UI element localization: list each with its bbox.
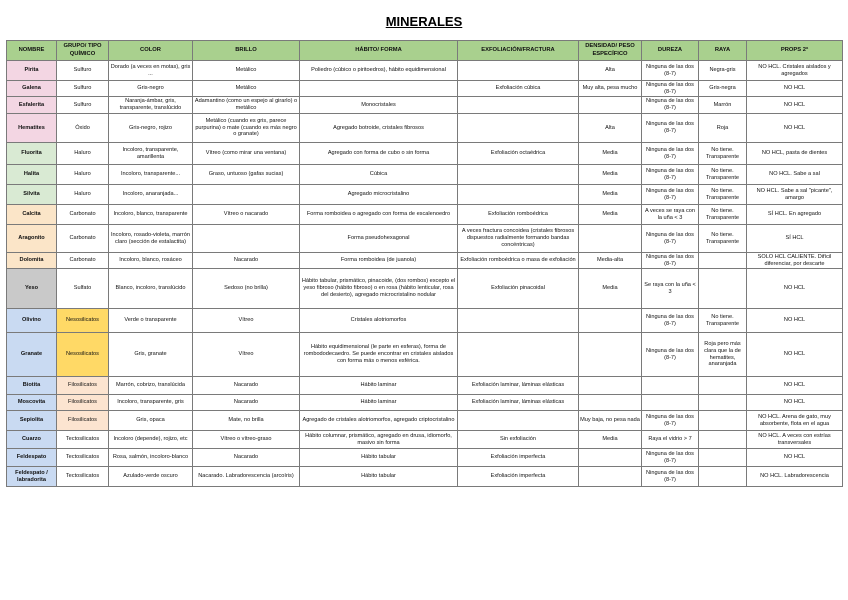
cell-habito: Cristales alotriomorfos — [300, 309, 458, 333]
cell-exfoliacion — [458, 309, 579, 333]
cell-dureza: Ninguna de las dos (8-7) — [642, 449, 699, 467]
cell-habito: Agregado botroide, cristales fibrosos — [300, 114, 458, 143]
cell-props: NO HCL. Labradorescencia — [747, 467, 843, 487]
cell-dureza — [642, 377, 699, 395]
cell-grupo: Sulfuro — [57, 61, 109, 81]
cell-densidad: Muy alta, pesa mucho — [579, 81, 642, 97]
cell-brillo: Graso, untuoso (gafas sucias) — [193, 165, 300, 185]
cell-brillo: Metálico — [193, 81, 300, 97]
cell-color: Marrón, cobrizo, translúcida — [109, 377, 193, 395]
cell-densidad: Media — [579, 165, 642, 185]
cell-grupo: Sulfuro — [57, 97, 109, 114]
table-body — [7, 61, 843, 487]
cell-props: NO HCL — [747, 269, 843, 309]
table-row — [7, 81, 843, 97]
cell-densidad — [579, 467, 642, 487]
cell-props: NO HCL — [747, 333, 843, 377]
cell-exfoliacion: Exfoliación imperfecta — [458, 449, 579, 467]
table-row — [7, 185, 843, 205]
header-raya: RAYA — [699, 41, 747, 61]
cell-dureza: Ninguna de las dos (8-7) — [642, 61, 699, 81]
cell-densidad: Alta — [579, 114, 642, 143]
cell-habito: Hábito laminar — [300, 395, 458, 411]
cell-props: NO HCL — [747, 114, 843, 143]
header-nombre: NOMBRE — [7, 41, 57, 61]
cell-raya: Roja pero más clara que la de hematites, anaranjada — [699, 333, 747, 377]
table-row — [7, 253, 843, 269]
cell-raya — [699, 449, 747, 467]
cell-nombre: Galena — [7, 81, 57, 97]
cell-habito: Forma romboidea o agregado con forma de escalenoedro — [300, 205, 458, 225]
cell-habito: Agregado microcristalino — [300, 185, 458, 205]
cell-nombre: Yeso — [7, 269, 57, 309]
cell-grupo: Tectosilicatos — [57, 449, 109, 467]
cell-habito: Monocristales — [300, 97, 458, 114]
cell-exfoliacion — [458, 185, 579, 205]
minerals-table — [6, 40, 843, 487]
cell-dureza: Ninguna de las dos (8-7) — [642, 411, 699, 431]
cell-exfoliacion: Sin exfoliación — [458, 431, 579, 449]
cell-grupo: Tectosilicatos — [57, 467, 109, 487]
table-row — [7, 114, 843, 143]
cell-exfoliacion: Exfoliación cúbica — [458, 81, 579, 97]
table-row — [7, 225, 843, 253]
cell-densidad — [579, 377, 642, 395]
cell-exfoliacion — [458, 61, 579, 81]
cell-color: Naranja-ámbar, gris, transparente, translúcido — [109, 97, 193, 114]
cell-props: NO HCL. Cristales aislados y agregados — [747, 61, 843, 81]
cell-nombre: Esfalerita — [7, 97, 57, 114]
cell-props: SÍ HCL — [747, 225, 843, 253]
cell-densidad — [579, 395, 642, 411]
cell-densidad — [579, 449, 642, 467]
cell-raya: No tiene. Transparente — [699, 165, 747, 185]
cell-raya: Negra-gris — [699, 61, 747, 81]
header-color: COLOR — [109, 41, 193, 61]
cell-habito: Forma pseudohexagonal — [300, 225, 458, 253]
cell-brillo: Nacarado. Labradorescencia (arcoíris) — [193, 467, 300, 487]
cell-grupo: Tectosilicatos — [57, 431, 109, 449]
cell-densidad: Media — [579, 269, 642, 309]
cell-dureza: Ninguna de las dos (8-7) — [642, 253, 699, 269]
cell-dureza: Ninguna de las dos (8-7) — [642, 185, 699, 205]
cell-habito: Cúbica — [300, 165, 458, 185]
cell-grupo: Carbonato — [57, 205, 109, 225]
cell-nombre: Silvita — [7, 185, 57, 205]
cell-raya: No tiene. Transparente — [699, 143, 747, 165]
cell-exfoliacion — [458, 97, 579, 114]
cell-color: Incoloro (depende), rojizo, etc — [109, 431, 193, 449]
cell-raya — [699, 377, 747, 395]
table-row — [7, 269, 843, 309]
cell-exfoliacion: Exfoliación laminar, láminas elásticas — [458, 377, 579, 395]
cell-densidad: Media — [579, 143, 642, 165]
cell-brillo: Vítreo (como mirar una ventana) — [193, 143, 300, 165]
cell-brillo: Vítreo — [193, 333, 300, 377]
cell-nombre: Olivino — [7, 309, 57, 333]
cell-dureza: Ninguna de las dos (8-7) — [642, 81, 699, 97]
cell-color: Gris, opaca — [109, 411, 193, 431]
cell-brillo: Adamantino (como un espejo al girarlo) o metálico — [193, 97, 300, 114]
cell-props: NO HCL — [747, 449, 843, 467]
cell-nombre: Calcita — [7, 205, 57, 225]
cell-habito: Hábito laminar — [300, 377, 458, 395]
cell-raya: Roja — [699, 114, 747, 143]
cell-brillo: Vítreo o nacarado — [193, 205, 300, 225]
header-habito: HÁBITO/ FORMA — [300, 41, 458, 61]
cell-props: NO HCL — [747, 97, 843, 114]
cell-raya: No tiene. Transparente — [699, 205, 747, 225]
header-brillo: BRILLO — [193, 41, 300, 61]
table-row — [7, 395, 843, 411]
cell-dureza: Ninguna de las dos (8-7) — [642, 97, 699, 114]
cell-grupo: Haluro — [57, 165, 109, 185]
cell-habito: Forma romboidea (de juanola) — [300, 253, 458, 269]
cell-brillo: Nacarado — [193, 253, 300, 269]
cell-habito: Agregado de cristales alotriomorfos, agregado criptocristalino — [300, 411, 458, 431]
cell-nombre: Hematites — [7, 114, 57, 143]
cell-color: Incoloro, blanco, rosáceo — [109, 253, 193, 269]
table-row — [7, 165, 843, 185]
cell-habito — [300, 81, 458, 97]
cell-dureza: Ninguna de las dos (8-7) — [642, 165, 699, 185]
cell-brillo — [193, 225, 300, 253]
cell-color: Incoloro, transparente, gris — [109, 395, 193, 411]
header-row — [7, 41, 843, 61]
cell-raya — [699, 269, 747, 309]
cell-grupo: Nesosilicatos — [57, 333, 109, 377]
cell-props: NO HCL. Sabe a sal — [747, 165, 843, 185]
cell-nombre: Feldespato / labradorita — [7, 467, 57, 487]
cell-raya: No tiene. Transparente — [699, 309, 747, 333]
cell-brillo: Metálico (cuando es gris, parece purpurina) o mate (cuando es más negro o granate) — [193, 114, 300, 143]
cell-brillo: Vítreo o vítreo-graso — [193, 431, 300, 449]
cell-grupo: Filosilicatos — [57, 377, 109, 395]
cell-dureza: A veces se raya con la uña < 3 — [642, 205, 699, 225]
cell-color: Incoloro, transparente... — [109, 165, 193, 185]
cell-props: NO HCL. Sabe a sal "picante", amargo — [747, 185, 843, 205]
cell-grupo: Filosilicatos — [57, 411, 109, 431]
cell-brillo — [193, 185, 300, 205]
cell-raya: Gris-negra — [699, 81, 747, 97]
cell-raya — [699, 411, 747, 431]
header-densidad: DENSIDAD/ PESO ESPECÍFICO — [579, 41, 642, 61]
cell-raya: No tiene. Transparente — [699, 185, 747, 205]
cell-dureza — [642, 395, 699, 411]
cell-densidad: Media — [579, 205, 642, 225]
cell-props: NO HCL. Arena de gato, muy absorbente, flota en el agua — [747, 411, 843, 431]
cell-exfoliacion: Exfoliación pinacoidal — [458, 269, 579, 309]
cell-densidad: Media-alta — [579, 253, 642, 269]
cell-habito: Hábito columnar, prismático, agregado en drusa, idiomorfo, masivo sin forma — [300, 431, 458, 449]
cell-color: Incoloro, transparente, amarillenta — [109, 143, 193, 165]
cell-props: NO HCL — [747, 309, 843, 333]
cell-color: Gris, granate — [109, 333, 193, 377]
cell-habito: Hábito tabular — [300, 449, 458, 467]
cell-raya: No tiene. Transparente — [699, 225, 747, 253]
cell-grupo: Nesosilicatos — [57, 309, 109, 333]
cell-exfoliacion — [458, 333, 579, 377]
header-exfoliacion: EXFOLIACIÓN/FRACTURA — [458, 41, 579, 61]
cell-props: NO HCL. A veces con estrías transversales — [747, 431, 843, 449]
cell-exfoliacion — [458, 165, 579, 185]
cell-color: Verde o transparente — [109, 309, 193, 333]
table-row — [7, 377, 843, 395]
cell-exfoliacion: Exfoliación imperfecta — [458, 467, 579, 487]
cell-grupo: Carbonato — [57, 253, 109, 269]
table-row — [7, 411, 843, 431]
cell-habito: Agregado con forma de cubo o sin forma — [300, 143, 458, 165]
cell-raya — [699, 431, 747, 449]
cell-props: SOLO HCL CALIENTE. Difícil diferenciar, por descarte — [747, 253, 843, 269]
table-row — [7, 333, 843, 377]
table-row — [7, 205, 843, 225]
cell-color: Gris-negro — [109, 81, 193, 97]
cell-densidad: Alta — [579, 61, 642, 81]
cell-raya: Marrón — [699, 97, 747, 114]
cell-exfoliacion: A veces fractura concoidea (cristales fibrosos dispuestos radialmente formando bandas concéntricas) — [458, 225, 579, 253]
cell-color: Incoloro, blanco, transparente — [109, 205, 193, 225]
cell-dureza: Ninguna de las dos (8-7) — [642, 143, 699, 165]
header-props: PROPS 2ª — [747, 41, 843, 61]
cell-color: Dorado (a veces en motas), gris ... — [109, 61, 193, 81]
cell-props: NO HCL — [747, 81, 843, 97]
cell-exfoliacion — [458, 411, 579, 431]
cell-densidad — [579, 309, 642, 333]
cell-dureza: Ninguna de las dos (8-7) — [642, 114, 699, 143]
cell-dureza: Se raya con la uña < 3 — [642, 269, 699, 309]
cell-props: NO HCL — [747, 377, 843, 395]
cell-exfoliacion: Exfoliación romboédrica o masa de exfoliación — [458, 253, 579, 269]
cell-brillo: Mate, no brilla — [193, 411, 300, 431]
header-dureza: DUREZA — [642, 41, 699, 61]
cell-color: Gris-negro, rojizo — [109, 114, 193, 143]
table-row — [7, 467, 843, 487]
cell-habito: Hábito tabular, prismático, pinacoide, (dos rombos) excepto el yeso fibroso (hábito fibroso) o en rosa (hábito lenticular, rosa del desierto), agregado microcristalino nodular — [300, 269, 458, 309]
cell-densidad: Media — [579, 185, 642, 205]
cell-raya — [699, 253, 747, 269]
table-row — [7, 97, 843, 114]
cell-exfoliacion: Exfoliación laminar, láminas elásticas — [458, 395, 579, 411]
cell-brillo: Nacarado — [193, 377, 300, 395]
cell-habito: Poliedro (cúbico o piritoedros), hábito equidimensional — [300, 61, 458, 81]
cell-brillo: Vítreo — [193, 309, 300, 333]
cell-brillo: Nacarado — [193, 449, 300, 467]
cell-nombre: Pirita — [7, 61, 57, 81]
cell-dureza: Ninguna de las dos (8-7) — [642, 333, 699, 377]
cell-props: SÍ HCL. En agregado — [747, 205, 843, 225]
cell-nombre: Biotita — [7, 377, 57, 395]
cell-dureza: Raya el vidrio > 7 — [642, 431, 699, 449]
cell-densidad — [579, 225, 642, 253]
cell-dureza: Ninguna de las dos (8-7) — [642, 225, 699, 253]
cell-color: Azulado-verde oscuro — [109, 467, 193, 487]
cell-nombre: Sepiolita — [7, 411, 57, 431]
table-row — [7, 431, 843, 449]
cell-exfoliacion: Exfoliación octaédrica — [458, 143, 579, 165]
cell-grupo: Óxido — [57, 114, 109, 143]
cell-habito: Hábito tabular — [300, 467, 458, 487]
table-row — [7, 449, 843, 467]
cell-densidad: Media — [579, 431, 642, 449]
cell-densidad — [579, 97, 642, 114]
cell-nombre: Fluorita — [7, 143, 57, 165]
cell-props: NO HCL — [747, 395, 843, 411]
cell-grupo: Haluro — [57, 143, 109, 165]
cell-raya — [699, 395, 747, 411]
cell-nombre: Moscovita — [7, 395, 57, 411]
header-grupo: GRUPO/ TIPO QUÍMICO — [57, 41, 109, 61]
cell-props: NO HCL, pasta de dientes — [747, 143, 843, 165]
document-title: MINERALES — [385, 14, 463, 29]
cell-exfoliacion — [458, 114, 579, 143]
cell-grupo: Filosilicatos — [57, 395, 109, 411]
cell-color: Blanco, incoloro, translúcido — [109, 269, 193, 309]
table-row — [7, 309, 843, 333]
cell-brillo: Sedoso (no brilla) — [193, 269, 300, 309]
cell-nombre: Halita — [7, 165, 57, 185]
table-row — [7, 143, 843, 165]
cell-color: Rosa, salmón, incoloro-blanco — [109, 449, 193, 467]
cell-grupo: Sulfato — [57, 269, 109, 309]
cell-densidad — [579, 333, 642, 377]
cell-color: Incoloro, rosado-violeta, marrón claro (sección de estalactita) — [109, 225, 193, 253]
cell-densidad: Muy baja, no pesa nada — [579, 411, 642, 431]
cell-brillo: Nacarado — [193, 395, 300, 411]
cell-grupo: Sulfuro — [57, 81, 109, 97]
cell-grupo: Carbonato — [57, 225, 109, 253]
cell-exfoliacion: Exfoliación romboédrica — [458, 205, 579, 225]
cell-nombre: Aragonito — [7, 225, 57, 253]
cell-dureza: Ninguna de las dos (8-7) — [642, 467, 699, 487]
cell-grupo: Haluro — [57, 185, 109, 205]
cell-raya — [699, 467, 747, 487]
cell-dureza: Ninguna de las dos (8-7) — [642, 309, 699, 333]
cell-nombre: Granate — [7, 333, 57, 377]
table-row — [7, 61, 843, 81]
cell-habito: Hábito equidimensional (le parte en esferas), forma de rombododecaedro. Se puede encontrar en cristales aislados con forma más o menos esférica. — [300, 333, 458, 377]
cell-nombre: Feldespato — [7, 449, 57, 467]
cell-nombre: Cuarzo — [7, 431, 57, 449]
cell-color: Incoloro, anaranjada... — [109, 185, 193, 205]
cell-brillo: Metálico — [193, 61, 300, 81]
cell-nombre: Dolomita — [7, 253, 57, 269]
